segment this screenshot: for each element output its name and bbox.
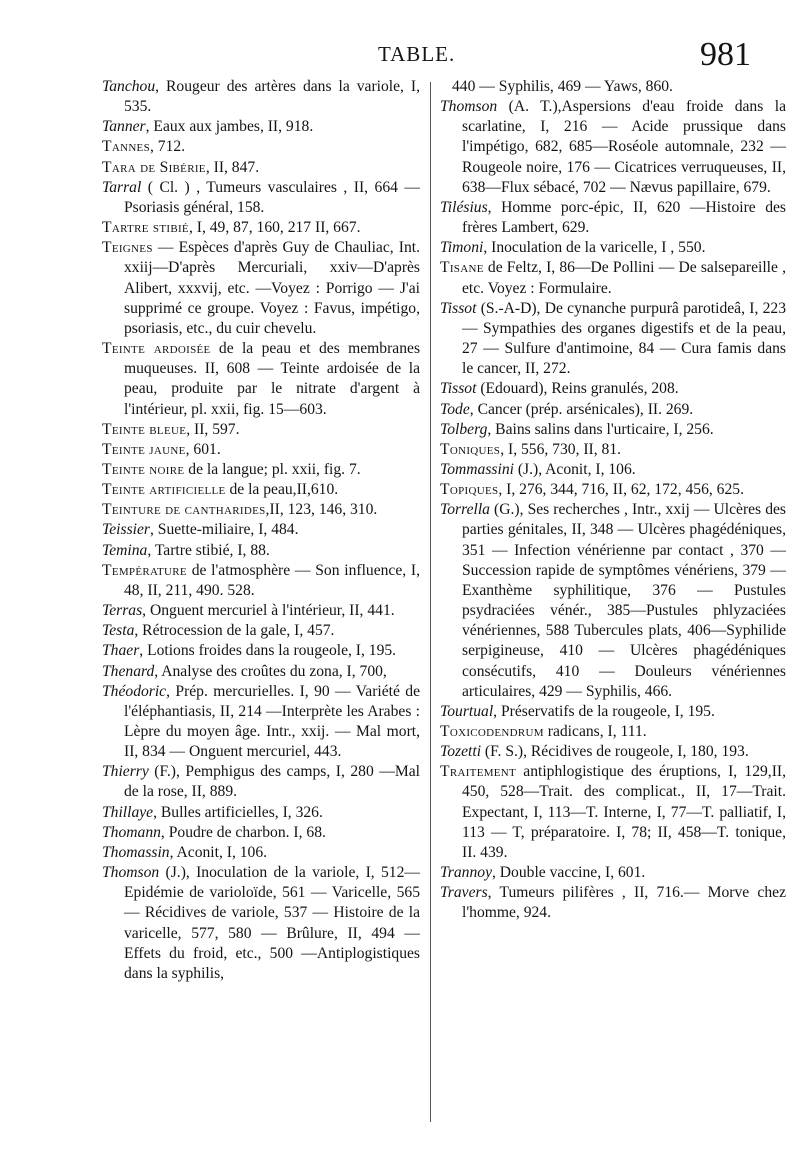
entry-text: , Poudre de charbon. I, 68. [160,823,326,841]
entry-headword: Tartre stibié [102,219,189,237]
entry-text: , Bulles artificielles, I, 326. [153,803,323,821]
index-entry [440,460,786,480]
index-entry [440,299,786,380]
entry-text: , II, 847. [205,158,260,176]
index-entry [102,541,420,561]
entry-text: de la peau et des membranes muqueuses. II, 608 — Teinte ardoisée de la peau, produite par le nitrate d'argent à l'intérieur, pl. xxii, fig. 15—603. [124,340,421,418]
entry-headword: Teinte ardoisée [102,340,211,358]
index-entry [440,420,786,440]
index-entry [102,137,420,157]
entry-text: ( Cl. ) , Tumeurs vasculaires , II, 664 — Psoriasis général, 158. [124,178,420,216]
entry-headword: Tara de Sibérie [102,158,206,176]
entry-headword: Travers [440,884,488,902]
index-entry [102,803,420,823]
index-entry [102,621,420,641]
entry-headword: Topiques [440,481,499,499]
entry-headword: Tilésius [440,198,488,216]
index-entry [102,601,420,621]
index-entry [102,682,420,763]
entry-text: , Double vaccine, I, 601. [492,864,646,882]
index-entry [440,238,786,258]
entry-headword: Tourtual [440,702,494,720]
entry-headword: Thomson [102,864,160,882]
entry-text: , Tumeurs pilifères , II, 716.— Morve chez l'homme, 924. [462,884,786,922]
entry-headword: Teinte noire [102,460,185,478]
index-entry [102,520,420,540]
entry-headword: Tissot [440,380,477,398]
page-number: 981 [700,36,751,73]
entry-text: , Suette-miliaire, I, 484. [149,521,299,539]
index-entry [102,238,420,339]
entry-text: (F.), Pemphigus des camps, I, 280 —Mal de la rose, II, 889. [124,763,420,801]
entry-headword: Teissier [102,521,150,539]
entry-text: , Analyse des croûtes du zona, I, 700, [154,662,387,680]
entry-headword: Teinte bleue [102,420,187,438]
entry-headword: Tolberg [440,420,488,438]
entry-text: , Homme porc-épic, II, 620 —Histoire des frères Lambert, 629. [462,198,786,237]
entry-text: radicans, I, 111. [543,723,647,740]
entry-text: , 601. [185,440,221,458]
index-entry [102,117,420,137]
index-entry [102,662,420,682]
index-entry [102,178,420,218]
entry-headword: Tozetti [440,743,482,761]
left-column [102,77,420,984]
index-entry [440,500,786,702]
entry-headword: Tannes [102,138,150,156]
entry-headword: Tissot [440,299,477,317]
index-entry [102,762,420,802]
entry-headword: Tarral [102,178,142,196]
index-entry [102,480,420,500]
entry-headword: Thomson [440,98,498,116]
index-entry [102,77,420,117]
index-entry [440,97,786,198]
entry-text: (A. T.),Aspersions d'eau froide dans la scarlatine, I, 216 — Acide prussique dans l'impétigo, 682, 685—Roséole automnale, 232 — Rougeole noire, 176 — Cicatrices verruqueuses, II, 638—Flux sébacé, 702 — Nævus papillaire, 679. [462,98,786,196]
entry-text: , Bains salins dans l'urticaire, I, 256. [487,420,714,438]
index-entry [440,863,786,883]
entry-headword: Thillaye [102,803,154,821]
entry-text: , I, 556, 730, II, 81. [500,440,622,458]
index-entry [440,883,786,923]
entry-text: , Inoculation de la varicelle, I , 550. [483,239,706,257]
running-title: TABLE. [378,42,456,66]
entry-headword: Timoni [440,239,484,257]
index-entry [440,258,786,298]
entry-headword: Thierry [102,763,149,781]
entry-headword: Tommassini [440,460,514,478]
index-entry [102,460,420,480]
entry-headword: Thaer [102,642,140,660]
entry-headword: Torrella [440,501,490,519]
index-entry [440,198,786,238]
entry-text: (G.), Ses recherches , Intr., xxij — Ulcères des parties génitales, II, 348 — Ulcères phagédéniques, 351 — Infection vénérienne par contact , 370 — Succession rapide de symptômes vénériens, 379 — Exanthème syphilitique, 376 — Pustules psydraciées vénér., 385—Pustules phlyzaciées vénériennes, 588 Tubercules plats, 406—Syphilide serpigineuse, 410 — Ulcères phagédéniques consécutifs, 410 — Douleurs vénériennes articulaires, 429 — Syphilis, 466. [462,501,786,700]
entry-headword: Teinture de cantharides [102,501,266,519]
entry-text: , Tartre stibié, I, 88. [147,541,270,559]
index-entry [102,339,420,420]
entry-headword: Toniques [440,440,501,458]
entry-text: — Espèces d'après Guy de Chauliac, Int. xxiij—D'après Mercuriali, xxiv—D'après Alibert, xxxvij, etc. —Voyez : Porrigo — J'ai supprimé ce groupe. Voyez : Favus, impétigo, psoriasis, etc., du cuir chevelu. [124,239,420,337]
entry-text: , II, 597. [186,420,240,438]
entry-text: 440 — Syphilis, 469 — Yaws, 860. [452,78,673,95]
index-entry [440,400,786,420]
index-entry [102,863,420,984]
index-entry [440,702,786,722]
entry-text: , Rétrocession de la gale, I, 457. [134,622,335,640]
entry-headword: Tisane [440,259,484,277]
entry-headword: Thomann [102,823,161,841]
entry-text: , Aconit, I, 106. [169,843,268,861]
entry-text: , Onguent mercuriel à l'intérieur, II, 441. [142,602,395,620]
entry-text: , Prép. mercurielles. I, 90 — Variété de l'éléphantiasis, II, 214 —Interprète les Arabes : Lèpre du moyen âge. Intr., xxij. — Mal mort, II, 834 — Onguent mercuriel, 443. [124,682,420,761]
index-entry [102,641,420,661]
entry-text: , Eaux aux jambes, II, 918. [145,118,314,136]
entry-headword: Toxicodendrum [440,723,544,740]
index-entry [440,722,786,742]
entry-text: , Cancer (prép. arsénicales), II. 269. [469,400,694,418]
entry-headword: Trannoy [440,864,492,882]
entry-text: antiphlogistique des éruptions, I, 129,II, 450, 528—Trait. des complicat., II, 17—Trait. Expectant, I, 113—T. Interne, I, 77—T. palliatif, I, 113 — T, préparatoire. I, 78; II, 458—T. tonique, II. 439. [462,763,786,861]
index-entry [440,742,786,762]
entry-headword: Tanchou [102,78,156,95]
column-divider [430,82,431,1122]
entry-text: (S.-A-D), De cynanche purpurâ parotideâ, I, 223 — Sympathies des organes digestifs et de la peau, 27 — Sulfure d'antimoine, 84 — Cura famis dans le cancer, II, 272. [462,299,786,378]
entry-headword: Testa [102,622,135,640]
index-entry [102,843,420,863]
entry-headword: Théodoric [102,682,167,700]
entry-text: , I, 49, 87, 160, 217 II, 667. [188,219,361,237]
entry-headword: Teinte artificielle [102,481,226,499]
entry-text: (J.), Aconit, I, 106. [513,460,636,478]
index-entry [102,218,420,238]
entry-text: (J.), Inoculation de la variole, I, 512—Epidémie de varioloïde, 561 — Varicelle, 565 — Récidives de variole, 537 — Histoire de la varicelle, 577, 580 — Brûlure, II, 494 — Effets du froid, etc., 500 —Antiplogistiques dans la syphilis, [124,864,420,982]
index-entry [102,420,420,440]
entry-text: de Feltz, I, 86—De Pollini — De salsepareille , etc. Voyez : Formulaire. [462,259,786,297]
index-entry [440,480,786,500]
entry-headword: Tanner [102,118,146,136]
entry-text: , Lotions froides dans la rougeole, I, 195. [139,642,397,660]
entry-headword: Tode [440,400,470,418]
entry-text: ,II, 123, 146, 310. [265,501,378,519]
right-column [440,77,786,924]
entry-headword: Température [102,561,187,579]
index-entry [440,379,786,399]
entry-text: , Rougeur des artères dans la variole, I, 535. [124,78,420,116]
index-entry [440,440,786,460]
entry-text: de la langue; pl. xxii, fig. 7. [184,460,361,478]
index-entry [440,762,786,863]
entry-text: de l'atmosphère — Son influence, I, 48, II, 211, 490. 528. [124,561,420,599]
entry-headword: Terras [102,602,143,620]
entry-text: , 712. [150,138,186,156]
index-entry [102,561,420,601]
entry-headword: Thomassin [102,843,170,861]
entry-headword: Teinte jaune [102,440,186,458]
entry-text: , Préservatifs de la rougeole, I, 195. [493,702,715,720]
entry-headword: Temina [102,541,148,559]
index-entry [102,440,420,460]
entry-text: (F. S.), Récidives de rougeole, I, 180, 193. [481,743,749,761]
index-entry [102,500,420,520]
entry-text: (Edouard), Reins granulés, 208. [476,380,679,398]
entry-headword: Teignes [102,239,153,257]
index-entry [102,158,420,178]
entry-text: , I, 276, 344, 716, II, 62, 172, 456, 625. [498,481,744,499]
index-entry [440,77,786,97]
index-entry [102,823,420,843]
entry-headword: Traitement [440,763,517,781]
entry-text: de la peau,II,610. [225,481,339,499]
entry-headword: Thenard [102,662,155,680]
